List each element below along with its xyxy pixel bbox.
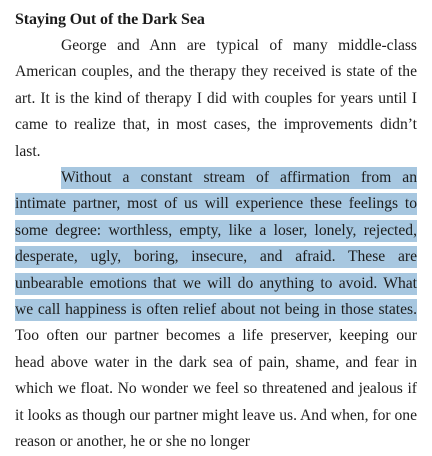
section-heading: Staying Out of the Dark Sea <box>15 11 205 28</box>
paragraph-1: George and Ann are typical of many middle-class American couples, and the therapy they received is state of the art. It is the kind of therapy I did with couples for years until I came to realize that, in most cases, the improvements didn’t last. <box>15 37 417 160</box>
highlighted-passage[interactable]: Without a constant stream of affirmation from an intimate partner, most of us will experience these feelings to some degree: worthless, empty, like a loser, lonely, rejected, desperate, ugly, boring, insecure, and afraid. These are unbearable emotions that we will do anything to avoid. What we call happiness is often relief about not being in those states. <box>15 167 417 321</box>
paragraph-2-continuation: Too often our partner becomes a life preserver, keeping our head above water in the dark sea of pain, shame, and fear in which we float. No wonder we feel so threatened and jealous if it looks as though our partner might leave us. And when, for one reason or another, he or she no longer <box>15 327 417 451</box>
paragraph-2 <box>15 165 417 455</box>
